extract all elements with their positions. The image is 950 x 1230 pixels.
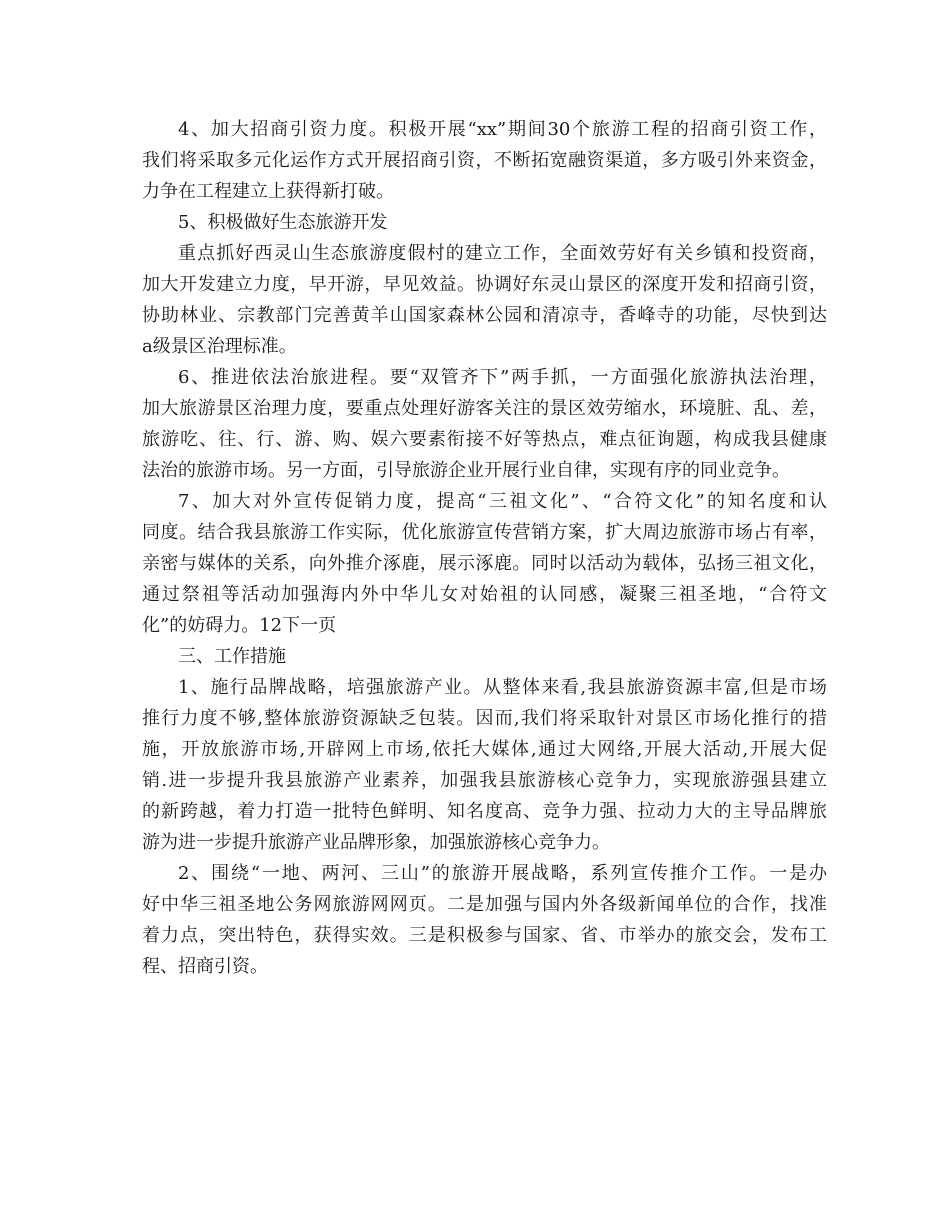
text-line: 我们将采取多元化运作方式开展招商引资，不断拓宽融资渠道，多方吸引外来资金， bbox=[142, 150, 827, 171]
text-line: 三、工作措施 bbox=[178, 646, 286, 667]
text-line: 的新跨越，着力打造一批特色鲜明、知名度高、竞争力强、拉动力大的主导品牌旅 bbox=[142, 801, 827, 822]
text-line: 力争在工程建立上获得新打破。 bbox=[142, 181, 394, 202]
para-promotion bbox=[142, 486, 827, 641]
text-line: 着力点，突出特色，获得实效。三是积极参与国家、省、市举办的旅交会，发布工 bbox=[142, 925, 827, 946]
text-line: 加大旅游景区治理力度，要重点处理好游客关注的景区效劳缩水，环境脏、乱、差， bbox=[142, 398, 827, 419]
text-line: 亲密与媒体的关系，向外推介涿鹿，展示涿鹿。同时以活动为载体，弘扬三祖文化， bbox=[142, 553, 827, 574]
text-line: 2、围绕“一地、两河、三山”的旅游开展战略，系列宣传推介工作。一是办 bbox=[178, 863, 827, 884]
text-line: 推行力度不够,整体旅游资源缺乏包装。因而,我们将采取针对景区市场化推行的措 bbox=[142, 708, 827, 729]
text-line: 4、加大招商引资力度。积极开展“xx”期间30个旅游工程的招商引资工作， bbox=[178, 119, 827, 140]
para-eco-tourism bbox=[142, 238, 827, 362]
text-line: 协助林业、宗教部门完善黄羊山国家森林公园和清凉寺，香峰寺的功能，尽快到达 bbox=[142, 305, 827, 326]
text-line: 重点抓好西灵山生态旅游度假村的建立工作，全面效劳好有关乡镇和投资商， bbox=[178, 243, 827, 264]
para-publicity bbox=[142, 858, 827, 982]
text-line: 法治的旅游市场。另一方面，引导旅游企业开展行业自律，实现有序的同业竞争。 bbox=[142, 460, 790, 481]
text-line: 施，开放旅游市场,开辟网上市场,依托大媒体,通过大网络,开展大活动,开展大促 bbox=[142, 739, 827, 760]
text-line: 7、加大对外宣传促销力度，提高“三祖文化”、“合符文化”的知名度和认 bbox=[178, 491, 827, 512]
text-line: 1、施行品牌战略，培强旅游产业。从整体来看,我县旅游资源丰富,但是市场 bbox=[178, 677, 827, 698]
text-line: 好中华三祖圣地公务网旅游网网页。二是加强与国内外各级新闻单位的合作，找准 bbox=[142, 894, 827, 915]
text-line: 旅游吃、往、行、游、购、娱六要素衔接不好等热点，难点征询题，构成我县健康 bbox=[142, 429, 827, 450]
para-investment bbox=[142, 114, 827, 207]
text-line: a级景区治理标准。 bbox=[142, 336, 297, 357]
text-line: 5、积极做好生态旅游开发 bbox=[178, 212, 388, 233]
text-line: 程、招商引资。 bbox=[142, 956, 268, 977]
text-line: 加大开发建立力度，早开游，早见效益。协调好东灵山景区的深度开发和招商引资， bbox=[142, 274, 827, 295]
text-line: 通过祭祖等活动加强海内外中华儿女对始祖的认同感，凝聚三祖圣地，“合符文 bbox=[142, 584, 827, 605]
document-body bbox=[142, 114, 827, 982]
text-line: 销.进一步提升我县旅游产业素养，加强我县旅游核心竞争力，实现旅游强县建立 bbox=[142, 770, 827, 791]
para-brand-strategy bbox=[142, 672, 827, 858]
heading-measures bbox=[142, 641, 827, 672]
para-rule-of-law bbox=[142, 362, 827, 486]
heading-eco-tourism bbox=[142, 207, 827, 238]
text-line: 同度。结合我县旅游工作实际，优化旅游宣传营销方案，扩大周边旅游市场占有率， bbox=[142, 522, 827, 543]
text-line: 6、推进依法治旅进程。要“双管齐下”两手抓，一方面强化旅游执法治理， bbox=[178, 367, 827, 388]
text-line: 游为进一步提升旅游产业品牌形象，加强旅游核心竞争力。 bbox=[142, 832, 610, 853]
text-line: 化”的妨碍力。12下一页 bbox=[142, 615, 337, 636]
